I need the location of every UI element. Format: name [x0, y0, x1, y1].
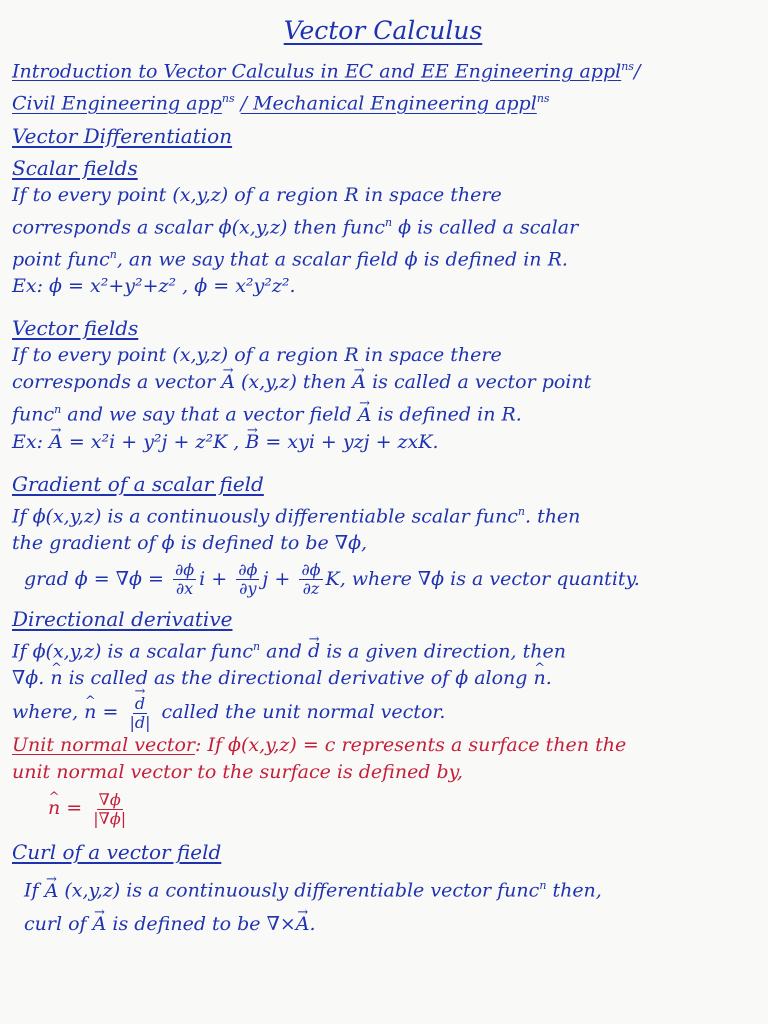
directional-line-1: If ϕ(x,y,z) is a scalar func$^n$ and → d is a given direction, then: [12, 633, 754, 665]
unit-normal-line-1: Unit normal vector: If ϕ(x,y,z) = c represents a surface then the: [12, 734, 627, 757]
scalar-fields-heading: Scalar fields: [12, 155, 138, 180]
vector-a-symbol: → A: [352, 369, 366, 396]
fraction-dphi-dx: $\frac{\partial\phi}{\partial x}$: [174, 560, 195, 599]
gradient-line-2: the gradient of ϕ is defined to be ∇ϕ,: [12, 531, 368, 554]
vector-fields-line-2: corresponds a vector → A (x,y,z) then → A is called a vector point: [12, 369, 754, 396]
vector-fields-example: Ex: → A = x²i + y²j + z²K , → B = xyi + yzj + zxK.: [12, 429, 754, 456]
fraction-d-over-mod-d: → $\frac{d}{|d|}$: [127, 695, 152, 732]
gradient-line-1: If ϕ(x,y,z) is a continuously differentiable scalar func$^n$. then: [12, 504, 581, 527]
gradient-heading: Gradient of a scalar field: [12, 471, 264, 496]
fraction-dphi-dy: $\frac{\partial\phi}{\partial y}$: [238, 560, 258, 599]
scalar-fields-line-1: If to every point (x,y,z) of a region R in space there: [12, 183, 502, 206]
curl-line-2: curl of → A is defined to be ∇×→ A.: [12, 911, 754, 938]
vector-a-symbol: → A: [358, 402, 372, 429]
vector-a-symbol: → A: [296, 911, 310, 938]
n-hat-symbol: ^ n: [48, 786, 60, 830]
vector-fields-line-1: If to every point (x,y,z) of a region R in space there: [12, 344, 502, 367]
scalar-fields-example: Ex: ϕ = x²+y²+z² , ϕ = x²y²z².: [12, 275, 296, 298]
unit-normal-formula: ^ n = $\frac{\nabla\phi}{|\nabla\phi|}$: [12, 786, 754, 830]
vector-fields-heading: Vector fields: [12, 316, 139, 341]
page-title: Vector Calculus: [283, 16, 483, 45]
unit-normal-line-2: unit normal vector to the surface is defined by,: [12, 761, 463, 784]
n-hat-symbol: ^ n: [84, 692, 96, 732]
curl-line-1: If → A (x,y,z) is a continuously differentiable vector func$^n$ then,: [12, 872, 754, 904]
intro-line-2: Civil Engineering app$^{ns}$ / Mechanical Engineering appl$^{ns}$: [12, 92, 550, 115]
gradient-formula: grad ϕ = ∇ϕ = $\frac{\partial\phi}{\partial x}$ i + $\frac{\partial\phi}{\partial y}$ j + $\frac{\partial\phi}{\partial z}$ K, where ∇ϕ is a vector quantity.: [24, 560, 640, 599]
directional-line-3: where, ^ n = → $\frac{d}{|d|}$ called the unit normal vector.: [12, 692, 754, 732]
directional-derivative-heading: Directional derivative: [12, 606, 233, 631]
fraction-grad-phi-over-mod: $\frac{\nabla\phi}{|\nabla\phi|}$: [93, 789, 127, 828]
vector-a-symbol: → A: [221, 369, 235, 396]
fraction-dphi-dz: $\frac{\partial\phi}{\partial z}$: [301, 560, 321, 599]
vector-a-symbol: → A: [49, 429, 63, 456]
vector-differentiation-heading: Vector Differentiation: [12, 123, 233, 148]
curl-heading: Curl of a vector field: [12, 840, 222, 865]
vector-d-symbol: → d: [308, 638, 320, 665]
vector-fields-line-3: func$^n$ and we say that a vector field → A is defined in R.: [12, 396, 754, 428]
vector-a-symbol: → A: [45, 878, 59, 905]
n-hat-symbol: ^ n: [534, 665, 546, 692]
vector-a-symbol: → A: [93, 911, 107, 938]
scalar-fields-line-3: point func$^n$, an we say that a scalar field ϕ is defined in R.: [12, 247, 568, 271]
directional-line-2: ∇ϕ. ^ n is called as the directional derivative of ϕ along ^ n.: [12, 665, 754, 692]
scalar-fields-line-2: corresponds a scalar ϕ(x,y,z) then func$^n$ ϕ is called a scalar: [12, 215, 579, 238]
intro-line-1: Introduction to Vector Calculus in EC and EE Engineering appl$^{ns}$/: [12, 60, 641, 83]
n-hat-symbol: ^ n: [50, 665, 62, 692]
unit-normal-label: Unit normal vector: [12, 734, 195, 757]
vector-b-symbol: → B: [245, 429, 259, 456]
